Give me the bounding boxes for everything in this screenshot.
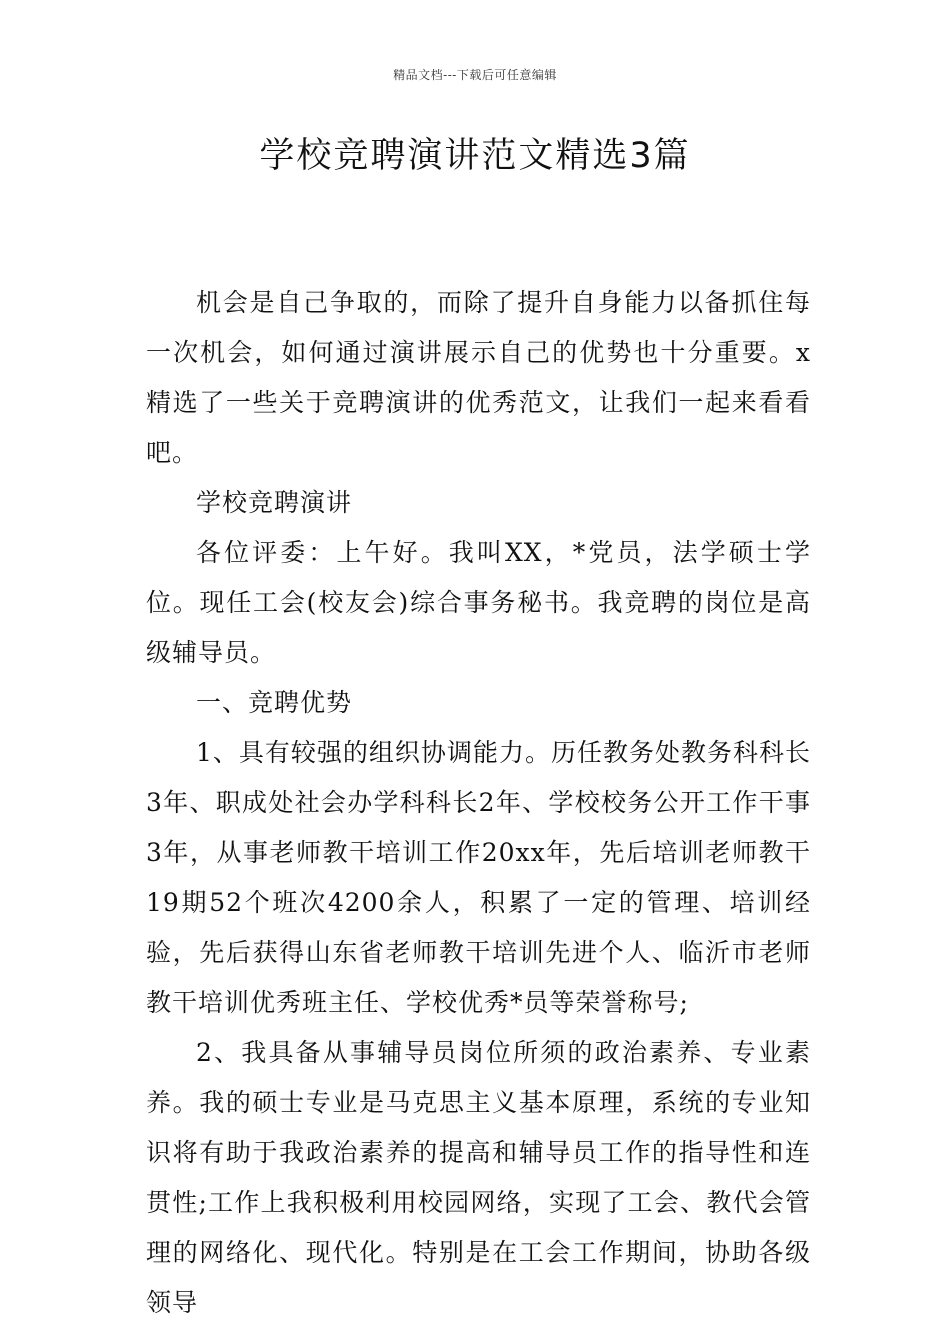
paragraph-intro: 机会是自己争取的，而除了提升自身能力以备抓住每一次机会，如何通过演讲展示自己的优势也十分重要。x精选了一些关于竞聘演讲的优秀范文，让我们一起来看看吧。 xyxy=(146,288,811,467)
paragraph-section-heading: 一、竞聘优势 xyxy=(196,688,353,717)
paragraph-item-2: 2、我具备从事辅导员岗位所须的政治素养、专业素养。我的硕士专业是马克思主义基本原理，系统的专业知识将有助于我政治素养的提高和辅导员工作的指导性和连贯性;工作上我积极利用校园网络，实现了工会、教代会管理的网络化、现代化。特别是在工会工作期间，协助各级领导 xyxy=(146,1038,811,1317)
document-title: 学校竞聘演讲范文精选3篇 xyxy=(259,136,691,176)
header-note: 精品文档---下载后可任意编辑 xyxy=(393,68,557,82)
paragraph-greeting: 各位评委：上午好。我叫XX，*党员，法学硕士学位。现任工会(校友会)综合事务秘书。我竞聘的岗位是高级辅导员。 xyxy=(146,538,811,667)
document-body xyxy=(146,278,811,1328)
paragraph-item-1: 1、具有较强的组织协调能力。历任教务处教务科科长3年、职成处社会办学科科长2年、学校校务公开工作干事3年，从事老师教干培训工作20xx年，先后培训老师教干19期52个班次4200余人，积累了一定的管理、培训经验，先后获得山东省老师教干培训先进个人、临沂市老师教干培训优秀班主任、学校优秀*员等荣誉称号; xyxy=(146,738,811,1017)
paragraph-subheading: 学校竞聘演讲 xyxy=(196,488,353,517)
